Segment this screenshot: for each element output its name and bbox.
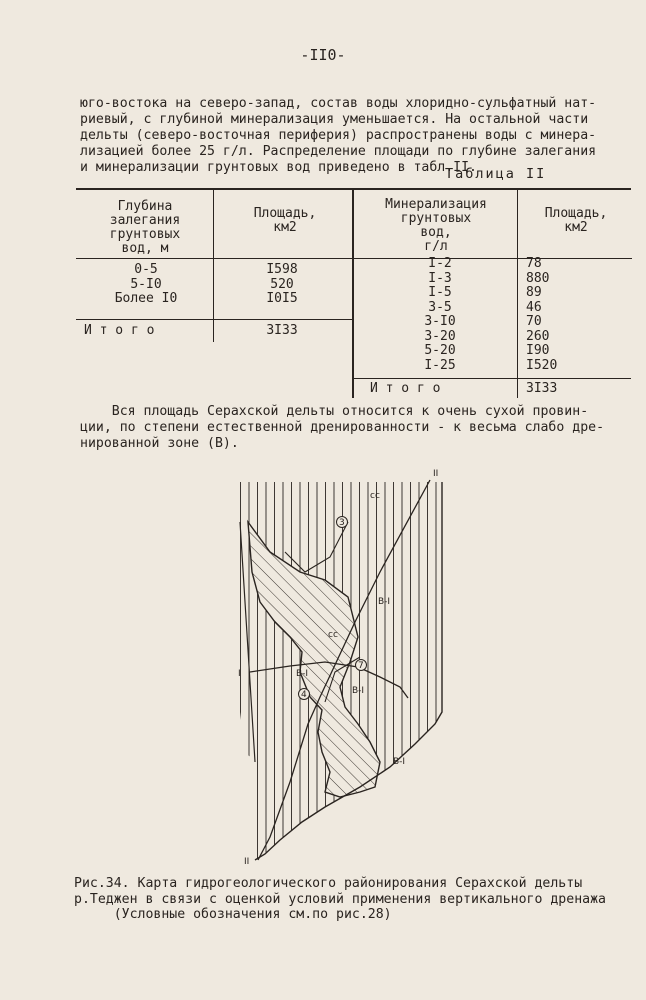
table-cell: I520	[526, 357, 558, 373]
table-middle-divider	[352, 188, 354, 398]
zone-label: В-I	[393, 757, 406, 767]
hydrogeological-map	[230, 462, 490, 872]
header-depth: Глубина залегания грунтовых вод, м	[109, 199, 181, 256]
map-label: сс	[328, 630, 338, 640]
table-col-divider	[517, 188, 518, 398]
total-value-right: 3I33	[526, 381, 558, 396]
map-label: 7	[358, 661, 364, 671]
figure-caption	[74, 876, 640, 923]
table-cell: 880	[526, 270, 550, 286]
header-area-left: Площадь, км2	[253, 206, 317, 235]
text-line: и минерализации грунтовых вод приведено в табл.II.	[80, 160, 477, 175]
table-cell: 520	[270, 276, 294, 292]
caption-line: р.Теджен в связи с оценкой условий применения вертикального дренажа	[74, 891, 606, 907]
page-number: -II0-	[300, 46, 346, 64]
map-label: II	[433, 469, 439, 479]
table-cell: 0-5	[134, 262, 158, 277]
map-label: 4	[301, 690, 307, 700]
total-label-right: И т о г о	[370, 381, 441, 396]
table-left-total-rule	[76, 319, 352, 320]
table-cell: I90	[526, 343, 550, 358]
table-cell: 89	[526, 285, 542, 300]
table-cell: 3-5	[428, 299, 452, 315]
header-mineralization: Минерализация грунтовых вод, г/л	[385, 197, 487, 254]
caption-line: (Условные обозначения см.по рис.28)	[74, 907, 392, 922]
depth-values	[86, 263, 206, 307]
table-cell: I-2	[428, 256, 452, 271]
text-line: юго-востока на северо-запад, состав воды хлоридно-сульфатный нат-	[80, 96, 597, 111]
table-cell: 3-I0	[424, 314, 456, 329]
table-cell: I0I5	[266, 291, 298, 306]
table-right-total-rule	[353, 378, 631, 379]
paragraph-intro	[80, 96, 625, 176]
table-cell: I-3	[428, 270, 452, 286]
mineralization-values	[400, 257, 480, 373]
table-cell: 78	[526, 256, 542, 271]
text-line: лизацией более 25 г/л. Распределение площади по глубине залегания	[80, 144, 597, 159]
map-label: I	[238, 669, 241, 679]
zone-label: В-I	[352, 686, 365, 696]
total-label-left: И т о г о	[84, 323, 155, 338]
total-value-left: 3I33	[266, 323, 298, 338]
table-cell: 5-20	[424, 343, 456, 358]
zone-label: В-I	[378, 597, 391, 607]
text-line: ции, по степени естественной дренированности - к весьма слабо дре-	[80, 420, 605, 435]
table-cell: 70	[526, 314, 542, 329]
table-label: Таблица II	[445, 166, 547, 182]
area-values-right	[526, 257, 606, 373]
table-cell: Более I0	[114, 291, 178, 306]
header-area-right: Площадь, км2	[544, 206, 608, 235]
zone-label: В-I	[296, 669, 309, 679]
text-line: дельты (северо-восточная периферия) распространены воды с минера-	[80, 128, 597, 143]
paragraph-summary	[80, 404, 625, 452]
table-cell: I-5	[428, 285, 452, 300]
map-label: 3	[339, 518, 345, 528]
text-line: Вся площадь Серахской дельты относится к очень сухой провин-	[80, 404, 589, 419]
table-cell: 260	[526, 328, 550, 344]
table-cell: 46	[526, 299, 542, 315]
text-line: нированной зоне (В).	[80, 436, 239, 451]
table-cell: 5-I0	[130, 276, 162, 292]
table-col-divider	[213, 188, 214, 342]
map-label: II	[244, 857, 250, 867]
table-cell: I-25	[424, 357, 456, 373]
table-cell: 3-20	[424, 328, 456, 344]
table-cell: I598	[266, 262, 298, 277]
map-label: сс	[370, 491, 380, 501]
caption-line: Рис.34. Карта гидрогеологического районирования Серахской дельты	[74, 876, 583, 891]
text-line: риевый, с глубиной минерализация уменьшается. На остальной части	[80, 112, 589, 127]
area-values-left	[222, 263, 342, 307]
